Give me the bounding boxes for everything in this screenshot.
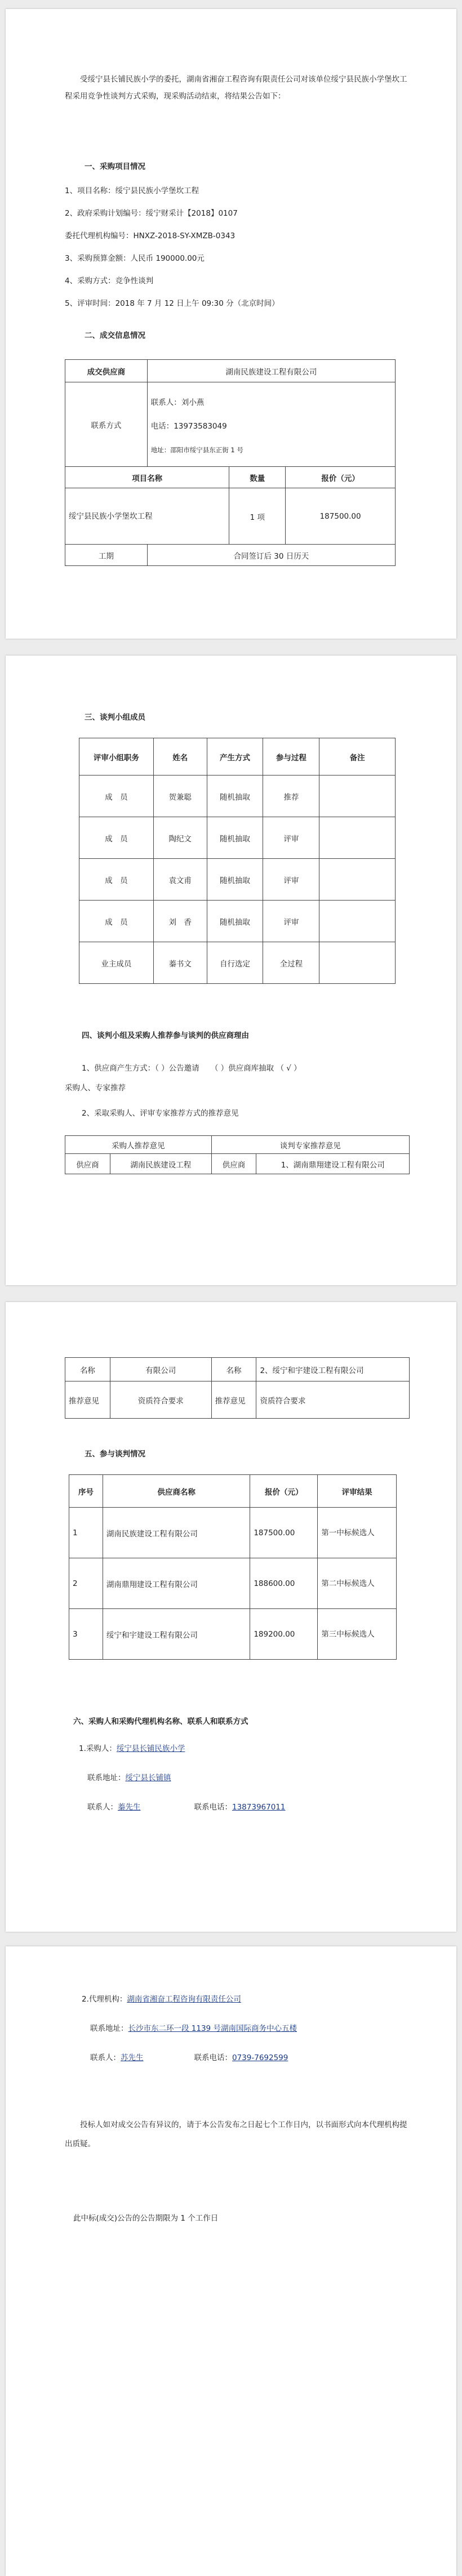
section-5-title: 五、参与谈判情况 — [85, 1450, 145, 1459]
recommend-supplier-value-1: 湖南民族建设工程 — [110, 1154, 211, 1174]
bids-table — [69, 1474, 397, 1660]
member-role: 成 员 — [79, 901, 154, 942]
agent-line — [82, 1994, 241, 2005]
recommend-title: 2、采取采购人、评审专家推荐方式的推荐意见 — [82, 1109, 239, 1118]
member-row — [79, 817, 396, 859]
buyer-line — [79, 1743, 185, 1754]
member-row — [79, 859, 396, 901]
contact-label: 联系方式 — [65, 382, 148, 467]
page-2 — [6, 656, 456, 1285]
buyer-phone-label: 联系电话： — [194, 1803, 232, 1812]
agent-contact-line — [90, 2052, 288, 2064]
bids-header-supplier: 供应商名称 — [103, 1475, 250, 1508]
page-4 — [6, 1946, 456, 2576]
bids-header-no: 序号 — [69, 1475, 103, 1508]
cont-opinion-value-2: 资质符合要求 — [256, 1381, 410, 1419]
recommend-supplier-label-2: 供应商 — [211, 1154, 256, 1174]
contact-person: 联系人：刘小燕 — [150, 398, 205, 407]
bid-supplier: 绥宁和宇建设工程有限公司 — [103, 1609, 250, 1660]
member-role: 成 员 — [79, 776, 154, 817]
member-method: 随机抽取 — [207, 776, 263, 817]
bid-result: 第三中标候选人 — [318, 1609, 397, 1660]
intro-paragraph: 受绥宁县长铺民族小学的委托，湖南省湘奋工程咨询有限责任公司对该单位绥宁县民族小学堡坎工程采用竞争性谈判方式采购，现采购活动结束，将结果公告如下： — [65, 75, 407, 101]
bid-result: 第二中标候选人 — [318, 1558, 397, 1609]
contact-details — [147, 382, 395, 467]
buyer-address-value: 绥宁县长铺镇 — [125, 1773, 171, 1782]
member-method: 随机抽取 — [207, 817, 263, 859]
members-header-note: 备注 — [319, 738, 396, 776]
buyer-contact-line — [87, 1802, 285, 1813]
page-1 — [6, 9, 456, 639]
recommend-supplier-value-2: 1、湖南鼎翔建设工程有限公司 — [256, 1154, 410, 1174]
item-project-name: 1、项目名称：绥宁县民族小学堡坎工程 — [65, 186, 199, 195]
member-row — [79, 901, 396, 942]
bid-price: 187500.00 — [250, 1508, 318, 1558]
recommend-header-buyer: 采购人推荐意见 — [65, 1136, 212, 1154]
member-role: 成 员 — [79, 859, 154, 901]
member-method: 随机抽取 — [207, 901, 263, 942]
agent-label: 2.代理机构： — [82, 1995, 127, 2004]
bid-no: 3 — [69, 1609, 103, 1660]
bids-header-price: 报价（元） — [250, 1475, 318, 1508]
page-3 — [6, 1302, 456, 1932]
cont-opinion-label-1: 推荐意见 — [65, 1381, 110, 1419]
recommend-table-continued — [65, 1357, 410, 1419]
bid-row — [69, 1609, 397, 1660]
agent-phone-value: 0739-7692599 — [232, 2053, 288, 2062]
cont-name-label-2: 名称 — [211, 1358, 256, 1381]
members-header-process: 参与过程 — [263, 738, 319, 776]
header-project-name: 项目名称 — [65, 467, 229, 488]
recommend-table — [65, 1135, 410, 1174]
contact-address: 地址：邵阳市绥宁县东正街 1 号 — [150, 445, 243, 454]
cont-name-label-1: 名称 — [65, 1358, 110, 1381]
members-table — [79, 738, 396, 984]
agent-phone-label: 联系电话： — [194, 2053, 232, 2062]
supplier-label: 成交供应商 — [65, 360, 148, 382]
bids-header-result: 评审结果 — [318, 1475, 397, 1508]
member-note — [319, 942, 396, 984]
supplier-value: 湖南民族建设工程有限公司 — [147, 360, 395, 382]
item-agency-number: 委托代理机构编号：HNXZ-2018-SY-XMZB-0343 — [65, 231, 236, 240]
section-4-title: 四、谈判小组及采购人推荐参与谈判的供应商理由 — [82, 1031, 249, 1040]
section-6-title: 六、采购人和采购代理机构名称、联系人和联系方式 — [73, 1717, 248, 1726]
item-method: 4、采购方式：竞争性谈判 — [65, 277, 154, 286]
member-process: 评审 — [263, 859, 319, 901]
member-role: 业主成员 — [79, 942, 154, 984]
period-value: 合同签订后 30 日历天 — [147, 545, 395, 566]
members-header-method: 产生方式 — [207, 738, 263, 776]
header-price: 报价（元） — [286, 467, 396, 488]
member-row — [79, 776, 396, 817]
member-process: 推荐 — [263, 776, 319, 817]
member-name: 陶纪文 — [153, 817, 207, 859]
header-quantity: 数量 — [229, 467, 286, 488]
agent-address-line — [90, 2023, 297, 2034]
members-header-role: 评审小组职务 — [79, 738, 154, 776]
member-name: 贺兼聪 — [153, 776, 207, 817]
member-name: 袁文甫 — [153, 859, 207, 901]
member-note — [319, 859, 396, 901]
bid-no: 1 — [69, 1508, 103, 1558]
recommend-header-expert: 谈判专家推荐意见 — [211, 1136, 409, 1154]
bid-price: 188600.00 — [250, 1558, 318, 1609]
contact-phone: 电话：13973583049 — [150, 421, 227, 431]
member-name: 刘 香 — [153, 901, 207, 942]
buyer-phone-value: 13873967011 — [232, 1803, 286, 1812]
objection-paragraph: 投标人如对成交公告有异议的，请于本公告发布之日起七个工作日内，以书面形式向本代理机构提出质疑。 — [65, 2120, 407, 2149]
buyer-address-label: 联系地址： — [87, 1773, 126, 1782]
item-budget: 3、采购预算金额：人民币 190000.00元 — [65, 254, 205, 263]
member-process: 评审 — [263, 817, 319, 859]
section-1-title: 一、采购项目情况 — [85, 162, 145, 171]
agent-contact-value: 苏先生 — [121, 2053, 144, 2062]
bid-no: 2 — [69, 1558, 103, 1609]
buyer-label: 1.采购人： — [79, 1744, 117, 1753]
member-process: 全过程 — [263, 942, 319, 984]
buyer-value: 绥宁县长铺民族小学 — [116, 1744, 185, 1753]
buyer-address-line — [87, 1772, 171, 1784]
item-plan-number: 2、政府采购计划编号：绥宁财采计【2018】0107 — [65, 209, 238, 218]
agent-value: 湖南省湘奋工程咨询有限责任公司 — [127, 1995, 241, 2004]
bid-price: 189200.00 — [250, 1609, 318, 1660]
cont-opinion-value-1: 资质符合要求 — [110, 1381, 211, 1419]
members-header-name: 姓名 — [153, 738, 207, 776]
bid-result: 第一中标候选人 — [318, 1508, 397, 1558]
member-note — [319, 776, 396, 817]
bid-supplier: 湖南民族建设工程有限公司 — [103, 1508, 250, 1558]
member-process: 评审 — [263, 901, 319, 942]
member-method: 自行选定 — [207, 942, 263, 984]
member-name: 蓁书文 — [153, 942, 207, 984]
price-cell: 187500.00 — [286, 488, 396, 545]
member-note — [319, 901, 396, 942]
member-method: 随机抽取 — [207, 859, 263, 901]
cont-name-value-2: 2、绥宁和宇建设工程有限公司 — [256, 1358, 410, 1381]
member-role: 成 员 — [79, 817, 154, 859]
bid-row — [69, 1558, 397, 1609]
buyer-contact-label: 联系人： — [87, 1803, 118, 1812]
item-review-time: 5、评审时间：2018 年 7 月 12 日上午 09:30 分（北京时间） — [65, 299, 279, 308]
member-note — [319, 817, 396, 859]
period-label: 工期 — [65, 545, 148, 566]
quantity-cell: 1 项 — [229, 488, 286, 545]
period-note: 此中标(成交)公告的公告期限为 1 个工作日 — [73, 2214, 219, 2223]
bid-row — [69, 1508, 397, 1558]
recommend-supplier-label-1: 供应商 — [65, 1154, 110, 1174]
supplier-method-line: 1、供应商产生方式：（ ）公告邀请 （ ）供应商库抽取 （ √ ） — [82, 1064, 301, 1073]
cont-name-value-1: 有限公司 — [110, 1358, 211, 1381]
section-3-title: 三、谈判小组成员 — [85, 713, 145, 722]
deal-info-table — [65, 359, 396, 566]
buyer-contact-value: 蓁先生 — [118, 1803, 141, 1812]
bid-supplier: 湖南鼎翔建设工程有限公司 — [103, 1558, 250, 1609]
supplier-method-line-2: 采购人、专家推荐 — [65, 1084, 126, 1093]
agent-address-value: 长沙市东二环一段 1139 号湖南国际商务中心五楼 — [128, 2024, 297, 2033]
cont-opinion-label-2: 推荐意见 — [211, 1381, 256, 1419]
member-row — [79, 942, 396, 984]
agent-address-label: 联系地址： — [90, 2024, 128, 2033]
section-2-title: 二、成交信息情况 — [85, 331, 145, 340]
agent-contact-label: 联系人： — [90, 2053, 121, 2062]
project-name-cell: 绥宁县民族小学堡坎工程 — [65, 488, 229, 545]
